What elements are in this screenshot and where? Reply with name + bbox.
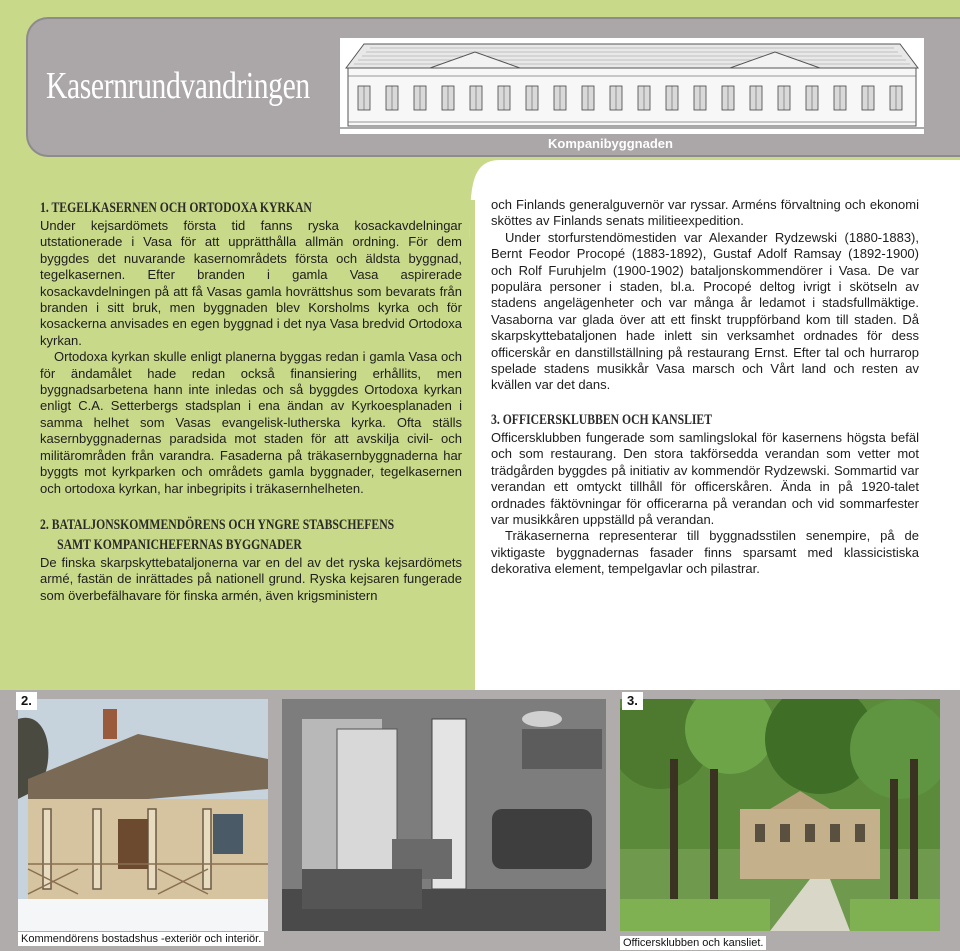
photo-caption-right: Officersklubben och kansliet. [620, 936, 766, 950]
section-1-heading: 1. TEGELKASERNEN OCH ORTODOXA KYRKAN [40, 200, 312, 216]
photo-badge-3: 3. [622, 692, 643, 710]
commander-house-exterior-photo [18, 699, 268, 931]
photo-badge-2: 2. [16, 692, 37, 710]
section-2-heading-line-1: 2. BATALJONSKOMMENDÖRENS OCH YNGRE STABSCHEFENS [40, 516, 395, 533]
right-paragraph-2: Under storfurstendömestiden var Alexander Rydzewski (1880-1883), Bernt Feodor Procopé (1883-1892), Gustaf Adolf Ramsay (1892-1900) och Rolf Furuhjelm (1900-1902) bataljonskommendörer i Vasa. De var populära personer i staden, bl.a. Procopé deltog ivrigt i skötseln av stadens angelägenheter och var många år ledamot i stadsfullmäktige. Vasaborna var glada över att ett finskt truppförband kom till staden. Då skarpskyttebataljonen hade inlett sin verksamhet ordnades för dess officerskår en danstillställning på restaurang Ernst. Efter tal och hurrarop spelade stadens musikkår Vasa marsch och Vårt land och resten av kvällen var det dans. [491, 229, 919, 393]
page-title: Kasernrundvandringen [46, 65, 310, 107]
section-3-paragraph-1: Officersklubben fungerade som samlingslokal för kasernens högsta befäl och som restaurang. Den stora takförsedda verandan som vetter mot trädgården byggdes på initiativ av kommendör Rydzewski. Sommartid var verandan ett omtyckt tillhåll för officerskåren. Ända in på 1920-talet ordnades fäktövningar för officerarna på verandan och vid sommarfester var musikkåren uppställd på verandan. [491, 429, 919, 527]
commander-house-interior-photo [282, 699, 606, 931]
section-3-paragraph-2: Träkasernerna representerar till byggnadsstilen senempire, på de viktigaste byggnadernas fasader finns sparsamt med klassicistiska dekorativa element, tempelgavlar och pilastrar. [491, 528, 919, 577]
photo-caption-left: Kommendörens bostadshus -exteriör och interiör. [18, 932, 264, 946]
barracks-building-drawing [340, 38, 924, 134]
section-2-heading-line-2: SAMT KOMPANICHEFERNAS BYGGNADER [57, 536, 302, 553]
right-paragraph-1: och Finlands generalguvernör var ryssar. Arméns förvaltning och ekonomi sköttes av Finlands senats militieexpedition. [491, 197, 919, 229]
section-1-paragraph-2: Ortodoxa kyrkan skulle enligt planerna byggas redan i gamla Vasa och för ändamålet hade redan också finansiering erhållits, men byggnadsarbetena hann inte inledas och så byggdes Ortodoxa kyrkan enligt C.A. Setterbergs stadsplan i ena ändan av Kyrkoesplanaden i samma helhet som Vasas evangelisk-lutherska kyrka. Ofta ställs kasernbyggnadernas paradsida mot staden för att avskilja civil- och militärområden från varandra. Fasaderna på träkasernbyggnaderna har byggts mot kyrkparken och områdets gamla byggnader, tegelkasernen och ortodoxa kyrkan, har inbegripits i träkasernhelheten. [40, 349, 462, 496]
section-3-heading: 3. OFFICERSKLUBBEN OCH KANSLIET [491, 411, 713, 428]
header-image-caption: Kompanibyggnaden [548, 136, 673, 151]
left-text-column [40, 198, 462, 604]
section-2-paragraph: De finska skarpskyttebataljonerna var en del av det ryska kejsardömets armé, fastän de inrättades på nationell grund. Ryska kejsaren fungerade som överbefälhavare för finska armén, även krigsministern [40, 554, 462, 603]
right-text-column [491, 197, 919, 578]
section-1-paragraph-1: Under kejsardömets första tid fanns ryska kosackavdelningar utstationerade i Vasa för att upprätthålla allmän ordning. För dem byggdes det nuvarande kasernområdets första och äldsta byggnad, tegelkasernen. Efter branden i gamla Vasa aspirerade kosackavdelningen på att få Vasas gamla hovrättshus som bevarats från branden i sitt bruk, men byggnaden blev Korsholms kyrka och för kosackerna anvisades en egen byggnad i det nya Vasa bredvid Ortodoxa kyrkan. [40, 218, 462, 348]
officers-club-photo [620, 699, 940, 931]
